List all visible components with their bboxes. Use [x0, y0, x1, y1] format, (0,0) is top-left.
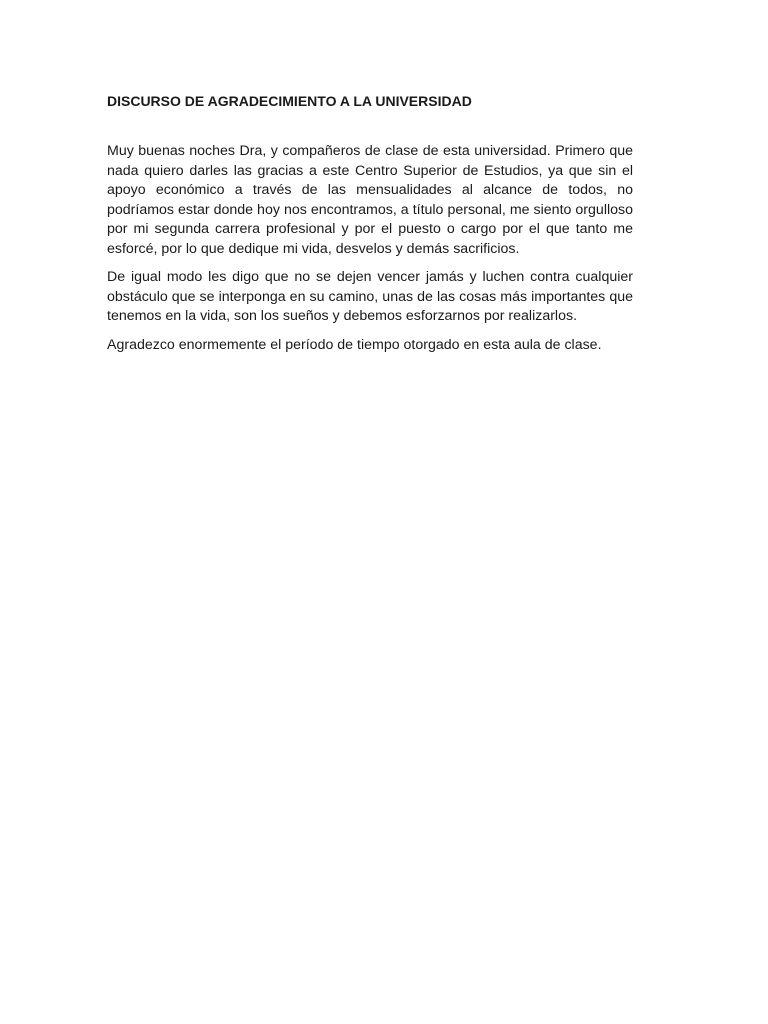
document-title: DISCURSO DE AGRADECIMIENTO A LA UNIVERSIDAD	[107, 93, 472, 109]
paragraph-2: De igual modo les digo que no se dejen vencer jamás y luchen contra cualquier obstáculo que se interponga en su camino, unas de las cosas más importantes que tenemos en la vida, son los sueños y debemos esforzarnos por realizarlos.	[107, 269, 633, 324]
paragraph-3: Agradezco enormemente el período de tiempo otorgado en esta aula de clase.	[107, 336, 602, 353]
paragraph-1: Muy buenas noches Dra, y compañeros de clase de esta universidad. Primero que nada quiero darles las gracias a este Centro Superior de Estudios, ya que sin el apoyo económico a través de las mensualidades al alcance de todos, no podríamos estar donde hoy nos encontramos, a título personal, me siento orgulloso por mi segunda carrera profesional y por el puesto o cargo por el que tanto me esforcé, por lo que dedique mi vida, desvelos y demás sacrificios.	[107, 143, 633, 257]
document-page	[107, 91, 633, 364]
